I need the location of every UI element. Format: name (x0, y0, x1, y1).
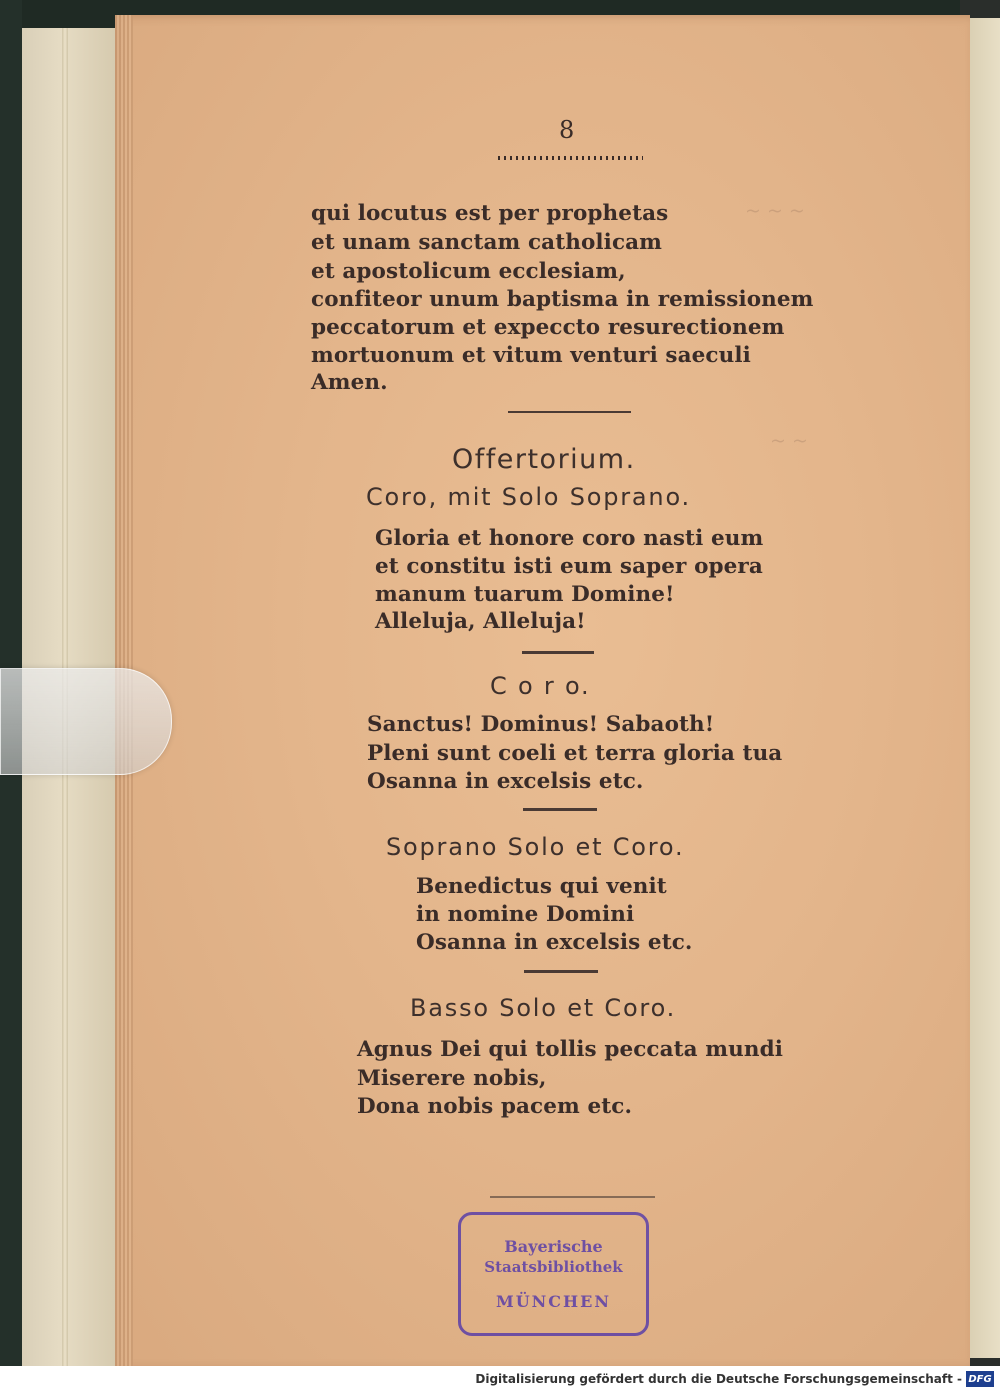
section-divider (490, 1196, 655, 1198)
stamp-line-3: MÜNCHEN (496, 1292, 611, 1311)
bleed-through-text: ~ ~ (770, 430, 808, 452)
soprano-line: in nomine Domini (416, 902, 635, 927)
credo-line: qui locutus est per prophetas (311, 201, 669, 226)
library-stamp (458, 1212, 649, 1336)
footer-credit: Digitalisierung gefördert durch die Deutsche Forschungsgemeinschaft - (475, 1372, 962, 1386)
dfg-logo: DFG (966, 1371, 994, 1387)
offertorium-line: Gloria et honore coro nasti eum (375, 526, 764, 551)
coro-line: Osanna in excelsis etc. (367, 769, 644, 794)
plastic-page-clip (0, 668, 172, 775)
credo-line: Amen. (311, 370, 388, 395)
section-divider (508, 411, 631, 413)
basso-line: Dona nobis pacem etc. (357, 1094, 633, 1119)
basso-line: Agnus Dei qui tollis peccata mundi (357, 1037, 784, 1062)
credo-line: et unam sanctam catholicam (311, 230, 663, 255)
coro-title: C o r o. (490, 672, 591, 700)
offertorium-subtitle: Coro, mit Solo Soprano. (366, 483, 691, 511)
section-divider (524, 970, 598, 973)
credo-line: peccatorum et expeccto resurectionem (311, 315, 785, 340)
coro-line: Pleni sunt coeli et terra gloria tua (367, 741, 783, 766)
offertorium-line: et constitu isti eum saper opera (375, 554, 763, 579)
credo-line: mortuonum et vitum venturi saeculi (311, 343, 751, 368)
stamp-line-2: Staatsbibliothek (484, 1258, 623, 1276)
section-divider (523, 808, 597, 811)
stamp-line-1: Bayerische (504, 1237, 603, 1256)
coro-line: Sanctus! Dominus! Sabaoth! (367, 712, 715, 737)
offertorium-line: Alleluja, Alleluja! (375, 609, 586, 634)
soprano-title: Soprano Solo et Coro. (386, 833, 685, 861)
basso-line: Miserere nobis, (357, 1066, 547, 1091)
soprano-line: Osanna in excelsis etc. (416, 930, 693, 955)
section-divider (522, 651, 594, 654)
offertorium-line: manum tuarum Domine! (375, 582, 675, 607)
credo-line: confiteor unum baptisma in remissionem (311, 287, 814, 312)
basso-title: Basso Solo et Coro. (410, 994, 677, 1022)
page-number: 8 (559, 116, 575, 144)
bleed-through-text: ~ ~ ~ (745, 200, 805, 222)
offertorium-title: Offertorium. (452, 444, 636, 475)
soprano-line: Benedictus qui venit (416, 874, 667, 899)
page-number-ornament (498, 156, 643, 160)
credo-line: et apostolicum ecclesiam, (311, 259, 626, 284)
